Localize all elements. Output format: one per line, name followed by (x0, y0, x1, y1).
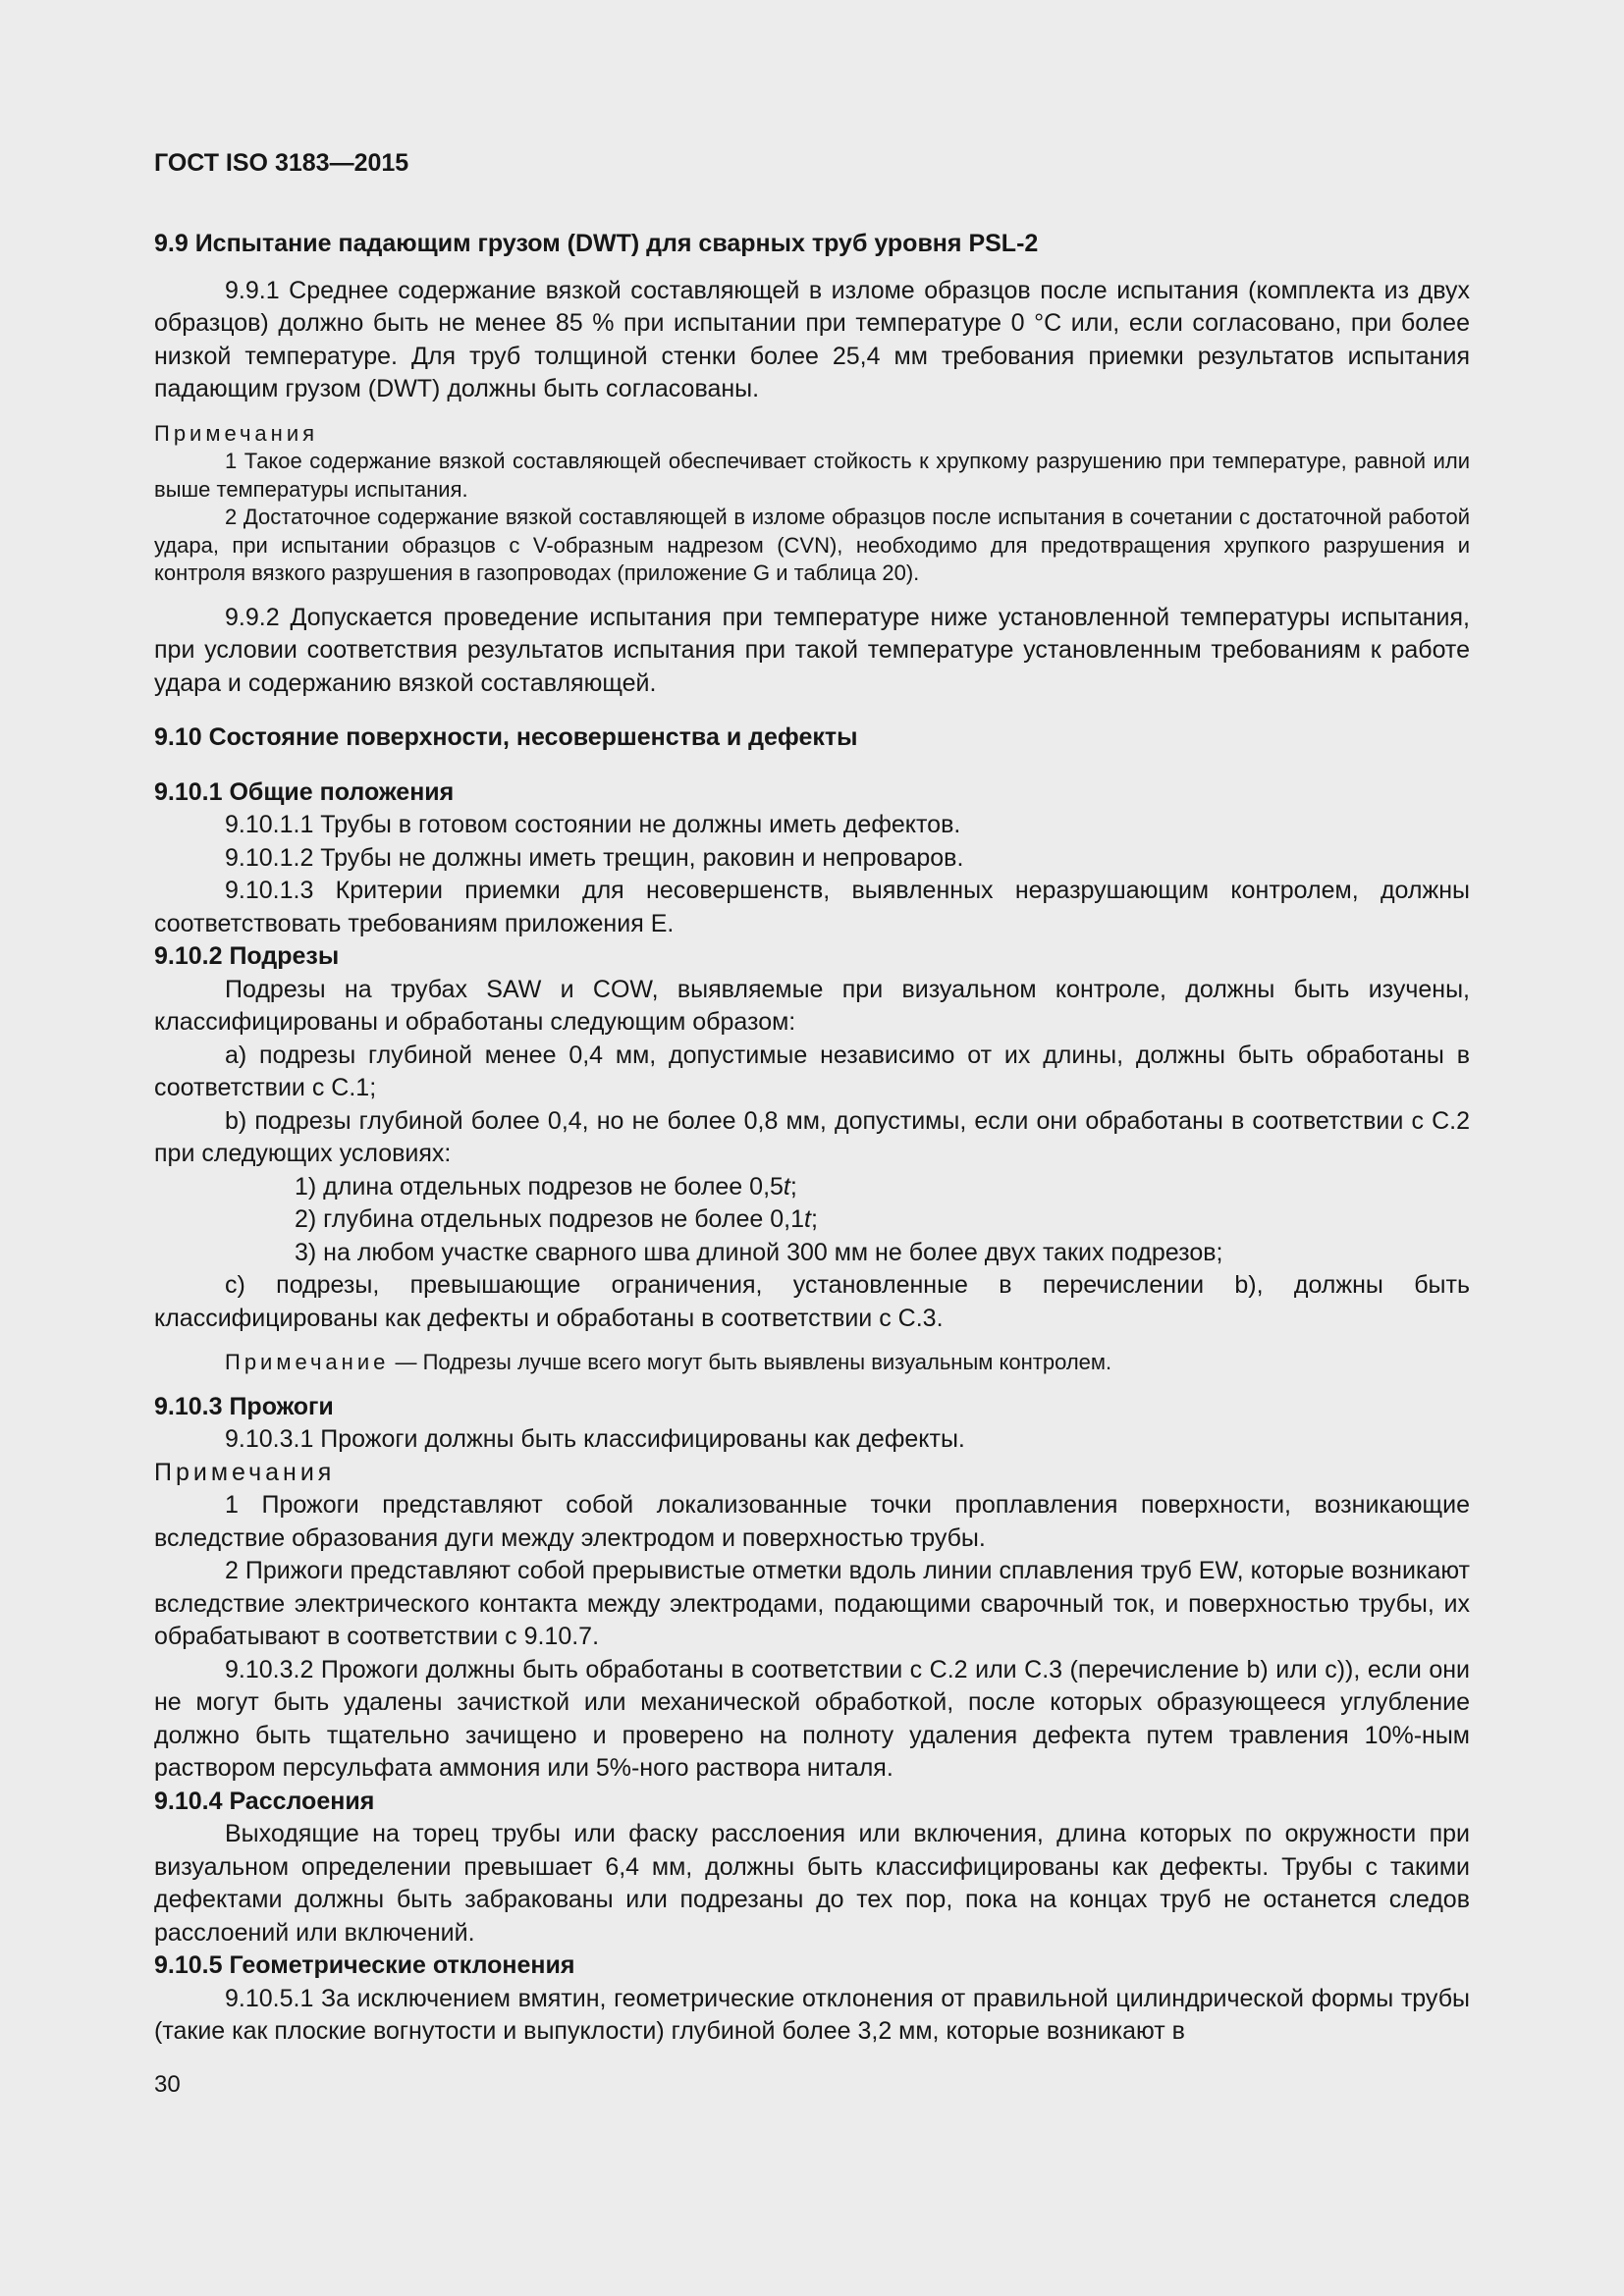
paragraph-9-10-2: Подрезы на трубах SAW и COW, выявляемые при визуальном контроле, должны быть изучены, классифицированы и обработаны следующим образом: (154, 975, 1470, 1036)
paragraph-9-9-2: 9.9.2 Допускается проведение испытания при температуре ниже установленной температуры испытания, при условии соответствия результатов испытания при такой температуре установленным требованиям к работе удара и содержанию вязкой составляющей. (154, 603, 1470, 697)
paragraph-9-10-1-3: 9.10.1.3 Критерии приемки для несовершенств, выявленных неразрушающим контролем, должны соответствовать требованиям приложения Е. (154, 877, 1470, 937)
document-body (154, 228, 1470, 2049)
paragraph-9-10-3-2: 9.10.3.2 Прожоги должны быть обработаны в соответствии с С.2 или С.3 (перечисление b) или с)), если они не могут быть удалены зачисткой или механической обработкой, после которых образующееся углубление должно быть тщательно зачищено и проверено на полноту удаления дефекта путем травления 10%-ным раствором персульфата аммония или 5%-ного раствора ниталя. (154, 1655, 1470, 1782)
section-heading-9-10-4: 9.10.4 Расслоения (154, 1787, 375, 1815)
note-text: — Подрезы лучше всего могут быть выявлены визуальным контролем. (389, 1350, 1112, 1374)
sub-list (295, 1171, 1470, 1270)
paragraph-9-10-1-2: 9.10.1.2 Трубы не должны иметь трещин, раковин и непроваров. (225, 843, 964, 872)
paragraph-9-10-1-1: 9.10.1.1 Трубы в готовом состоянии не должны иметь дефектов. (225, 811, 961, 838)
list-item-c: с) подрезы, превышающие ограничения, установленные в перечислении b), должны быть классифицированы как дефекты и обработаны в соответствии с С.3. (154, 1271, 1470, 1332)
note-item-burns-1: 1 Прожоги представляют собой локализованные точки проплавления поверхности, возникающие вследствие образования дуги между электродом и поверхностью трубы. (154, 1491, 1470, 1552)
sub-list-item-1-end: ; (789, 1172, 797, 1201)
document-header: ГОСТ ISO 3183—2015 (154, 149, 409, 177)
sub-list-item-1 (295, 1171, 1470, 1204)
section-heading-9-10-5: 9.10.5 Геометрические отклонения (154, 1951, 575, 1979)
paragraph-9-10-3-1: 9.10.3.1 Прожоги должны быть классифицированы как дефекты. (225, 1425, 965, 1453)
note-item-1: 1 Такое содержание вязкой составляющей обеспечивает стойкость к хрупкому разрушению при температуре, равной или выше температуры испытания. (154, 449, 1470, 502)
notes-heading-9-10-3: Примечания (154, 1458, 336, 1486)
paragraph-9-10-5-1: 9.10.5.1 За исключением вмятин, геометрические отклонения от правильной цилиндрической формы трубы (такие как плоские вогнутости и выпуклости) глубиной более 3,2 мм, которые возникают в (154, 1984, 1470, 2045)
list-item-b: b) подрезы глубиной более 0,4, но не более 0,8 мм, допустимы, если они обработаны в соответствии с С.2 при следующих условиях: (154, 1106, 1470, 1167)
note-item-burns-2: 2 Прижоги представляют собой прерывистые отметки вдоль линии сплавления труб EW, которые возникают вследствие электрического контакта между электродами, подающими сварочный ток, и поверхностью трубы, их обрабатывают в соответствии с 9.10.7. (154, 1557, 1470, 1650)
list-item-a: а) подрезы глубиной менее 0,4 мм, допустимые независимо от их длины, должны быть обработаны в соответствии с С.1; (154, 1041, 1470, 1101)
note-label: Примечание (225, 1350, 390, 1374)
sub-list-item-2-text: 2) глубина отдельных подрезов не более 0,1 (295, 1205, 804, 1233)
page-number: 30 (154, 2071, 181, 2098)
note-inline-undercuts (154, 1349, 1470, 1377)
section-heading-9-10-1: 9.10.1 Общие положения (154, 777, 455, 806)
section-heading-9-10-2: 9.10.2 Подрезы (154, 942, 340, 970)
section-heading-9-10-3: 9.10.3 Прожоги (154, 1392, 334, 1420)
sub-list-item-1-text: 1) длина отдельных подрезов не более 0,5 (295, 1172, 784, 1201)
sub-list-item-2 (295, 1203, 1470, 1237)
variable-t: t (804, 1205, 811, 1233)
sub-list-item-2-end: ; (810, 1205, 818, 1233)
note-item-2: 2 Достаточное содержание вязкой составляющей в изломе образцов после испытания в сочетании с достаточной работой удара, при испытании образцов с V-образным надрезом (CVN), необходимо для предотвращения хрупкого разрушения и контроля вязкого разрушения в газопроводах (приложение G и таблица 20). (154, 505, 1470, 585)
section-heading-9-10: 9.10 Состояние поверхности, несовершенства и дефекты (154, 723, 858, 751)
sub-list-item-3: 3) на любом участке сварного шва длиной 300 мм не более двух таких подрезов; (295, 1238, 1223, 1266)
variable-t: t (783, 1172, 790, 1201)
paragraph-9-9-1: 9.9.1 Среднее содержание вязкой составляющей в изломе образцов после испытания (комплекта из двух образцов) должно быть не менее 85 % при испытании при температуре 0 °С или, если согласовано, при более низкой температуре. Для труб толщиной стенки более 25,4 мм требования приемки результатов испытания падающим грузом (DWT) должны быть согласованы. (154, 276, 1470, 402)
notes-block-9-9 (154, 420, 1470, 588)
notes-heading: Примечания (154, 420, 319, 446)
paragraph-9-10-4: Выходящие на торец трубы или фаску расслоения или включения, длина которых по окружности при визуальном определении превышает 6,4 мм, должны быть классифицированы как дефекты. Трубы с такими дефектами должны быть забракованы или подрезаны до тех пор, пока на концах труб не останется следов расслоений или включений. (154, 1820, 1470, 1947)
section-heading-9-9: 9.9 Испытание падающим грузом (DWT) для сварных труб уровня PSL-2 (154, 230, 1039, 257)
